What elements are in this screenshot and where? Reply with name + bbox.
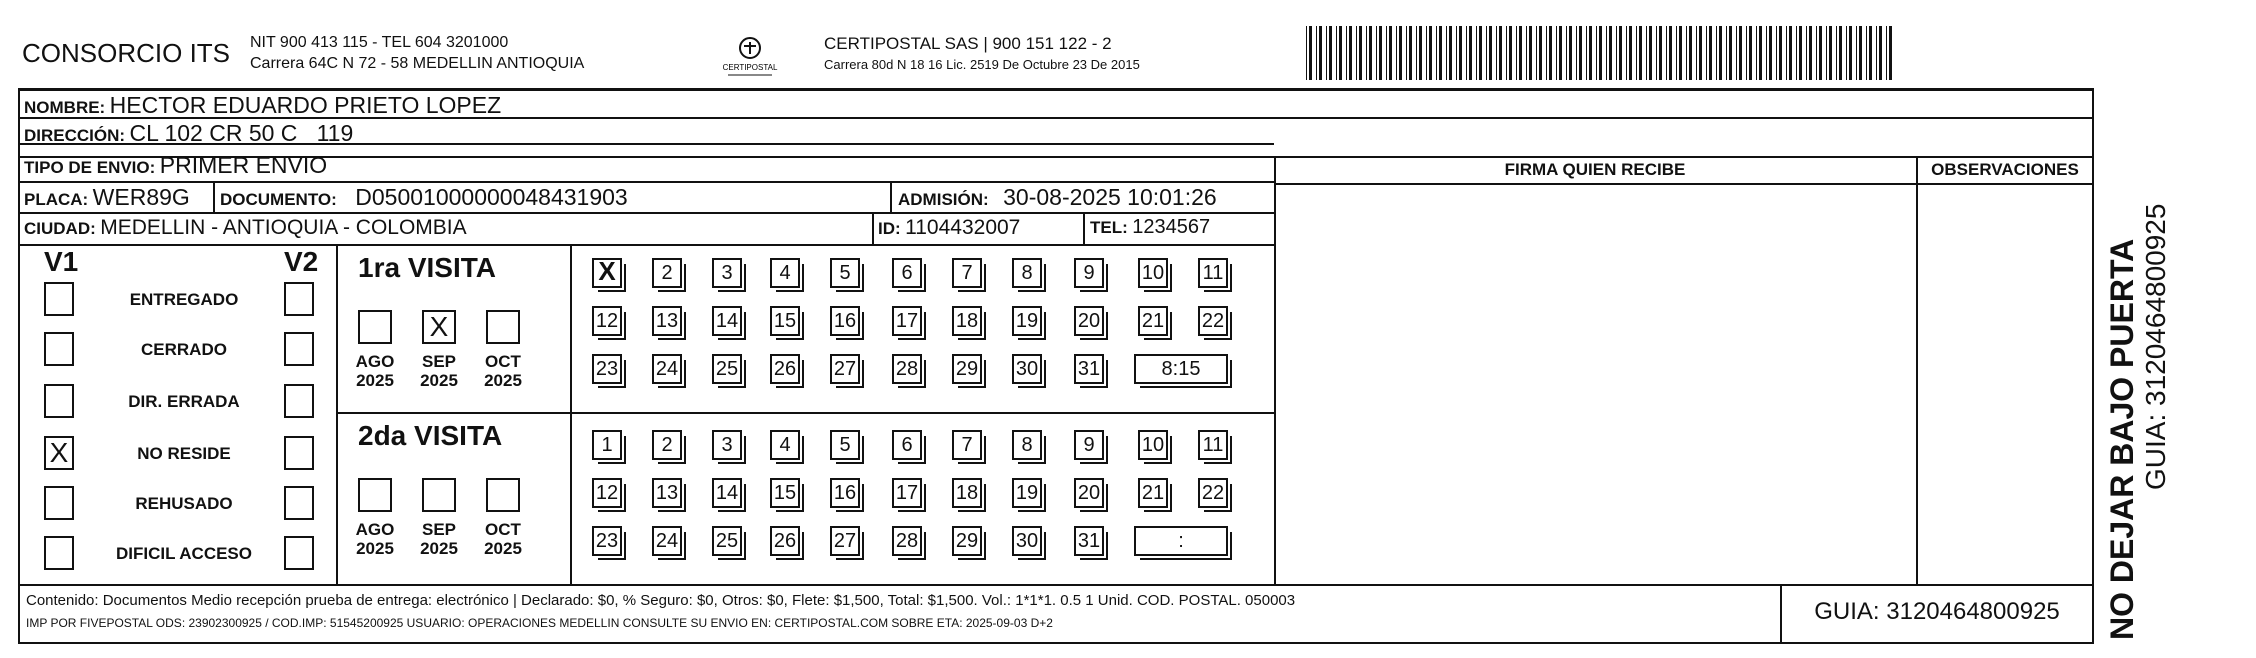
barcode-bar [1569, 26, 1572, 80]
barcode [1306, 26, 1902, 80]
barcode-bar [1406, 26, 1407, 80]
visit1-day-cell[interactable]: 19 [1012, 306, 1042, 336]
barcode-bar [1589, 26, 1592, 80]
barcode-image [1306, 26, 1902, 80]
barcode-bar [1759, 26, 1762, 80]
status-label: DIFICIL ACCESO [115, 544, 252, 563]
visit2-title: 2da VISITA [358, 420, 503, 451]
barcode-bar [1456, 26, 1457, 80]
barcode-bar [1579, 26, 1582, 80]
barcode-bar [1469, 26, 1472, 80]
barcode-bar [1886, 26, 1887, 80]
visit2-day-cell[interactable]: 24 [652, 526, 682, 556]
admision-value: 30-08-2025 10:01:26 [1003, 184, 1217, 210]
visit1-day-cell[interactable]: 3 [712, 258, 742, 288]
admision-row [898, 184, 1217, 211]
v1-checkbox[interactable] [44, 536, 74, 570]
status-label: REHUSADO [135, 494, 233, 513]
barcode-bar [1729, 26, 1732, 80]
visit1-month-checkbox[interactable]: X [422, 310, 456, 344]
id-value: 1104432007 [905, 216, 1021, 239]
visit1-month-label: OCT [485, 352, 521, 371]
visit2-month-label: AGO [355, 520, 395, 539]
visit2-month-checkbox[interactable] [422, 478, 456, 512]
barcode-bar [1746, 26, 1747, 80]
barcode-bar [1599, 26, 1602, 80]
barcode-bar [1686, 26, 1687, 80]
visit2-day-cell[interactable]: 8 [1012, 430, 1042, 460]
barcode-bar [1426, 26, 1427, 80]
ciudad-label: CIUDAD: [24, 219, 96, 238]
barcode-bar [1639, 26, 1642, 80]
barcode-bar [1786, 26, 1787, 80]
barcode-bar [1656, 26, 1657, 80]
barcode-bar [1696, 26, 1697, 80]
carrier-line1: CERTIPOSTAL SAS | 900 151 122 - 2 [824, 34, 1112, 53]
visit2-day-cell[interactable]: 14 [712, 478, 742, 508]
barcode-bar [1316, 26, 1317, 80]
v2-checkbox[interactable] [284, 536, 314, 570]
barcode-bar [1556, 26, 1557, 80]
barcode-bar [1839, 26, 1842, 80]
carrier-logo-icon [720, 34, 780, 78]
barcode-bar [1509, 26, 1512, 80]
visit2-day-cell[interactable]: 25 [712, 526, 742, 556]
barcode-bar [1416, 26, 1417, 80]
barcode-bar [1369, 26, 1372, 80]
barcode-bar [1816, 26, 1817, 80]
company-line2: Carrera 64C N 72 - 58 MEDELLIN ANTIOQUIA [250, 55, 585, 72]
barcode-bar [1386, 26, 1387, 80]
barcode-bar [1586, 26, 1587, 80]
status-label: NO RESIDE [137, 444, 231, 463]
barcode-bar [1869, 26, 1872, 80]
side-warning: NO DEJAR BAJO PUERTA [2104, 238, 2140, 640]
visit1-day-cell[interactable]: 27 [830, 354, 860, 384]
visit1-title: 1ra VISITA [358, 252, 496, 283]
barcode-bar [1649, 26, 1652, 80]
barcode-bar [1429, 26, 1432, 80]
side-guia: GUIA: 3120464800925 [2140, 203, 2171, 490]
barcode-bar [1646, 26, 1647, 80]
visit2-day-cell[interactable]: 5 [830, 430, 860, 460]
barcode-bar [1856, 26, 1857, 80]
v2-checkbox[interactable] [284, 384, 314, 418]
visit1-day-cell[interactable]: 12 [592, 306, 622, 336]
carrier-line2: Carrera 80d N 18 16 Lic. 2519 De Octubre 23 De 2015 [824, 57, 1140, 72]
v2-checkbox[interactable] [284, 332, 314, 366]
barcode-bar [1499, 26, 1502, 80]
footer-guia: GUIA: 3120464800925 [1814, 598, 2060, 625]
visit1-day-cell[interactable]: 9 [1074, 258, 1104, 288]
visit1-day-cell[interactable]: 20 [1074, 306, 1104, 336]
visit2-day-cell[interactable]: 10 [1138, 430, 1168, 460]
visit1-day-cell[interactable]: 8 [1012, 258, 1042, 288]
barcode-bar [1796, 26, 1797, 80]
nombre-value: HECTOR EDUARDO PRIETO LOPEZ [109, 92, 502, 118]
barcode-bar [1859, 26, 1862, 80]
company-name: CONSORCIO ITS [22, 38, 231, 68]
visit2-day-cell[interactable]: 6 [892, 430, 922, 460]
visit2-day-cell[interactable]: 15 [770, 478, 800, 508]
placa-row [24, 184, 190, 211]
barcode-bar [1679, 26, 1682, 80]
v2-checkbox[interactable] [284, 282, 314, 316]
ciudad-row [24, 216, 467, 240]
visit1-day-cell[interactable]: 13 [652, 306, 682, 336]
visit2-day-cell[interactable]: 22 [1198, 478, 1228, 508]
barcode-bar [1666, 26, 1667, 80]
barcode-bar [1566, 26, 1567, 80]
barcode-bar [1629, 26, 1632, 80]
barcode-bar [1459, 26, 1462, 80]
barcode-bar [1389, 26, 1392, 80]
footer-print-line: IMP POR FIVEPOSTAL ODS: 23902300925 / COD.IMP: 51545200925 USUARIO: OPERACIONES MEDELLIN CONSULTE SU ENVIO EN: CERTIPOSTAL.COM SOBRE ETA: 2025-09-03 D+2 [26, 616, 1053, 630]
barcode-bar [1496, 26, 1497, 80]
barcode-bar [1706, 26, 1707, 80]
visit1-day-cell[interactable]: 22 [1198, 306, 1228, 336]
nombre-row [24, 92, 501, 119]
barcode-bar [1419, 26, 1422, 80]
barcode-bar [1366, 26, 1367, 80]
visit1-day-cell[interactable] [592, 258, 622, 288]
barcode-bar [1606, 26, 1607, 80]
visit2-day-cell[interactable]: 9 [1074, 430, 1104, 460]
barcode-bar [1376, 26, 1377, 80]
visit1-day-cell[interactable]: 24 [652, 354, 682, 384]
visit2-day-cell[interactable]: 28 [892, 526, 922, 556]
visit2-day-cell[interactable]: 2 [652, 430, 682, 460]
barcode-bar [1689, 26, 1692, 80]
tel-value: 1234567 [1132, 216, 1211, 238]
visit2-day-cell[interactable]: 23 [592, 526, 622, 556]
barcode-bar [1876, 26, 1877, 80]
visit1-day-cell[interactable]: 26 [770, 354, 800, 384]
barcode-bar [1736, 26, 1737, 80]
visit2-day-cell[interactable]: 29 [952, 526, 982, 556]
barcode-bar [1799, 26, 1802, 80]
barcode-bar [1396, 26, 1397, 80]
visit1-day-cell[interactable]: 10 [1138, 258, 1168, 288]
footer-content-line: Contenido: Documentos Medio recepción prueba de entrega: electrónico | Declarado: $0, % Seguro: $0, Otros: $0, Flete: $1,500, Total: $1,500. Vol.: 1*1*1. 0.5 1 Unid. COD. POSTAL. 050003 [26, 592, 1296, 609]
tipo-value: PRIMER ENVIO [159, 152, 328, 178]
barcode-bar [1436, 26, 1437, 80]
visit2-month-checkbox[interactable] [358, 478, 392, 512]
v1-header: V1 [44, 246, 79, 277]
barcode-bar [1849, 26, 1852, 80]
direccion-value: CL 102 CR 50 C 119 [129, 120, 354, 146]
company-line1: NIT 900 413 115 - TEL 604 3201000 [250, 34, 509, 51]
barcode-bar [1516, 26, 1517, 80]
visit2-day-cell[interactable]: 18 [952, 478, 982, 508]
visit1-month-checkbox[interactable] [486, 310, 520, 344]
v1-checkbox[interactable]: X [44, 436, 74, 470]
direccion-row [24, 120, 353, 147]
barcode-bar [1519, 26, 1522, 80]
visit1-day-cell[interactable]: 14 [712, 306, 742, 336]
v1-checkbox[interactable] [44, 282, 74, 316]
visit1-day-cell[interactable]: 2 [652, 258, 682, 288]
visit2-day-cell[interactable]: 31 [1074, 526, 1104, 556]
v1-checkbox[interactable] [44, 384, 74, 418]
barcode-bar [1769, 26, 1772, 80]
v1-checkbox[interactable] [44, 486, 74, 520]
v2-header: V2 [284, 246, 319, 277]
barcode-bar [1359, 26, 1362, 80]
barcode-bar [1546, 26, 1547, 80]
barcode-bar [1466, 26, 1467, 80]
visit2-day-cell[interactable]: 3 [712, 430, 742, 460]
barcode-bar [1699, 26, 1702, 80]
barcode-bar [1806, 26, 1807, 80]
barcode-bar [1319, 26, 1322, 80]
barcode-bar [1529, 26, 1532, 80]
visit2-day-cell[interactable]: 20 [1074, 478, 1104, 508]
barcode-bar [1576, 26, 1577, 80]
barcode-bar [1356, 26, 1357, 80]
barcode-bar [1879, 26, 1882, 80]
barcode-bar [1489, 26, 1492, 80]
barcode-bar [1789, 26, 1792, 80]
visit1-month-label: AGO [355, 352, 395, 371]
visit1-month-label: SEP [421, 352, 457, 371]
visit2-year-label: 2025 [420, 539, 458, 558]
visit2-day-cell[interactable]: 11 [1198, 430, 1228, 460]
barcode-bar [1446, 26, 1447, 80]
visit1-day-cell[interactable]: 16 [830, 306, 860, 336]
barcode-bar [1716, 26, 1717, 80]
visit2-year-label: 2025 [484, 539, 522, 558]
barcode-bar [1559, 26, 1562, 80]
barcode-bar [1409, 26, 1412, 80]
firma-label: FIRMA QUIEN RECIBE [1504, 160, 1686, 179]
barcode-bar [1439, 26, 1442, 80]
barcode-bar [1626, 26, 1627, 80]
barcode-bar [1526, 26, 1527, 80]
status-label: DIR. ERRADA [128, 392, 240, 411]
barcode-bar [1709, 26, 1712, 80]
visit1-day-cell[interactable]: 7 [952, 258, 982, 288]
visit2-year-label: 2025 [356, 539, 394, 558]
barcode-bar [1669, 26, 1672, 80]
visit1-day-cell[interactable]: 30 [1012, 354, 1042, 384]
visit1-day-cell[interactable]: 5 [830, 258, 860, 288]
barcode-bar [1449, 26, 1452, 80]
barcode-bar [1336, 26, 1337, 80]
visit2-day-cell[interactable]: 17 [892, 478, 922, 508]
barcode-bar [1756, 26, 1757, 80]
visit2-day-cell[interactable]: 21 [1138, 478, 1168, 508]
visit1-day-cell[interactable]: 6 [892, 258, 922, 288]
svg-text:CERTIPOSTAL: CERTIPOSTAL [722, 63, 778, 72]
nombre-label: NOMBRE: [24, 98, 106, 117]
visit2-day-cell[interactable]: 16 [830, 478, 860, 508]
barcode-bar [1766, 26, 1767, 80]
barcode-bar [1749, 26, 1752, 80]
tipo-label: TIPO DE ENVIO: [24, 158, 156, 177]
barcode-bar [1726, 26, 1727, 80]
observaciones-label: OBSERVACIONES [1931, 160, 2079, 179]
tipo-row [24, 152, 327, 179]
placa-value: WER89G [92, 184, 190, 210]
visit2-day-cell[interactable]: 7 [952, 430, 982, 460]
status-label: ENTREGADO [129, 290, 239, 309]
v2-checkbox[interactable] [284, 436, 314, 470]
barcode-bar [1809, 26, 1812, 80]
barcode-bar [1719, 26, 1722, 80]
visit2-day-cell[interactable]: 19 [1012, 478, 1042, 508]
barcode-bar [1339, 26, 1342, 80]
barcode-bar [1346, 26, 1347, 80]
barcode-bar [1739, 26, 1742, 80]
barcode-bar [1889, 26, 1892, 80]
admision-label: ADMISIÓN: [898, 190, 989, 209]
barcode-bar [1479, 26, 1482, 80]
barcode-bar [1616, 26, 1617, 80]
barcode-bar [1399, 26, 1402, 80]
visit1-day-cell[interactable]: 28 [892, 354, 922, 384]
barcode-bar [1306, 26, 1307, 80]
visit1-year-label: 2025 [356, 371, 394, 390]
status-label: CERRADO [141, 340, 227, 359]
barcode-bar [1779, 26, 1782, 80]
barcode-bar [1309, 26, 1312, 80]
barcode-bar [1836, 26, 1837, 80]
visit1-day-cell[interactable]: 31 [1074, 354, 1104, 384]
visit1-day-cell[interactable]: 11 [1198, 258, 1228, 288]
tel-label: TEL: [1090, 218, 1128, 237]
barcode-bar [1866, 26, 1867, 80]
barcode-bar [1819, 26, 1822, 80]
documento-value: D05001000000048431903 [355, 184, 628, 210]
visit1-year-label: 2025 [420, 371, 458, 390]
visit2-day-cell[interactable]: 4 [770, 430, 800, 460]
visit2-month-checkbox[interactable] [486, 478, 520, 512]
visit1-year-label: 2025 [484, 371, 522, 390]
visit2-month-label: SEP [421, 520, 457, 539]
barcode-bar [1486, 26, 1487, 80]
ciudad-value: MEDELLIN - ANTIOQUIA - COLOMBIA [100, 216, 467, 239]
visit1-day-cell[interactable]: 15 [770, 306, 800, 336]
barcode-bar [1536, 26, 1537, 80]
visit1-day-cell[interactable]: 17 [892, 306, 922, 336]
documento-row [220, 184, 628, 211]
barcode-bar [1549, 26, 1552, 80]
visit2-day-cell[interactable]: 26 [770, 526, 800, 556]
visit2-month-label: OCT [485, 520, 521, 539]
id-row [878, 216, 1020, 240]
barcode-bar [1776, 26, 1777, 80]
tel-row [1090, 216, 1210, 239]
barcode-bar [1329, 26, 1332, 80]
visit1-time-field[interactable]: 8:15 [1134, 354, 1228, 384]
v1-checkbox[interactable] [44, 332, 74, 366]
visit1-day-cell[interactable]: 25 [712, 354, 742, 384]
barcode-bar [1619, 26, 1622, 80]
visit2-day-cell[interactable]: 30 [1012, 526, 1042, 556]
day-mark: X [598, 256, 616, 286]
visit2-time-field[interactable]: : [1134, 526, 1228, 556]
barcode-bar [1659, 26, 1662, 80]
direccion-label: DIRECCIÓN: [24, 126, 126, 145]
visit1-day-cell[interactable]: 18 [952, 306, 982, 336]
barcode-bar [1379, 26, 1382, 80]
placa-label: PLACA: [24, 190, 89, 209]
barcode-bar [1636, 26, 1637, 80]
barcode-bar [1349, 26, 1352, 80]
visit1-day-cell[interactable]: 23 [592, 354, 622, 384]
barcode-bar [1539, 26, 1542, 80]
visit1-day-cell[interactable]: 4 [770, 258, 800, 288]
carrier-logo [720, 34, 780, 78]
barcode-bar [1609, 26, 1612, 80]
visit2-day-cell[interactable]: 13 [652, 478, 682, 508]
visit1-day-cell[interactable]: 21 [1138, 306, 1168, 336]
barcode-bar [1826, 26, 1827, 80]
barcode-bar [1596, 26, 1597, 80]
visit2-day-cell[interactable]: 1 [592, 430, 622, 460]
v2-checkbox[interactable] [284, 486, 314, 520]
documento-label: DOCUMENTO: [220, 190, 337, 209]
visit1-day-cell[interactable]: 29 [952, 354, 982, 384]
barcode-bar [1476, 26, 1477, 80]
barcode-bar [1676, 26, 1677, 80]
visit2-day-cell[interactable]: 27 [830, 526, 860, 556]
barcode-bar [1326, 26, 1327, 80]
barcode-bar [1846, 26, 1847, 80]
barcode-bar [1829, 26, 1832, 80]
id-label: ID: [878, 219, 901, 238]
barcode-bar [1506, 26, 1507, 80]
visit2-day-cell[interactable]: 12 [592, 478, 622, 508]
visit1-month-checkbox[interactable] [358, 310, 392, 344]
